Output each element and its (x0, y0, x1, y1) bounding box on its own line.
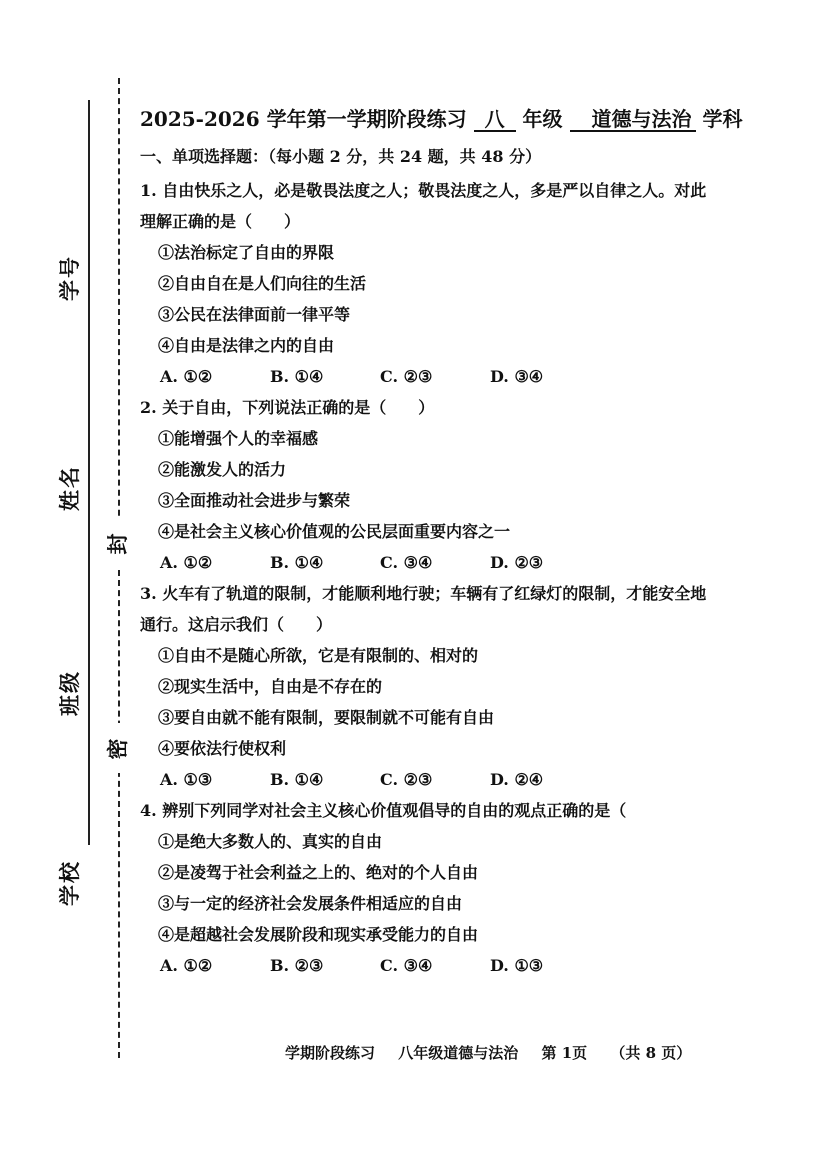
question-3 (140, 578, 790, 795)
question-stem-cont: 理解正确的是（ ） (140, 212, 301, 231)
question-stem: 1. 自由快乐之人，必是敬畏法度之人；敬畏法度之人，多是严以自律之人。对此 (140, 181, 707, 200)
title-prefix: 2025-2026 学年第一学期阶段练习 (140, 107, 467, 131)
option-4: ④要依法行使权利 (158, 739, 287, 758)
option-3: ③要自由就不能有限制，要限制就不可能有自由 (158, 708, 495, 727)
option-3: ③与一定的经济社会发展条件相适应的自由 (158, 894, 463, 913)
option-4: ④自由是法律之内的自由 (158, 336, 335, 355)
option-2: ②是凌驾于社会利益之上的、绝对的个人自由 (158, 863, 479, 882)
student-id-label: 学号 (57, 255, 82, 301)
choice-a: A. ①③ (160, 770, 213, 789)
answer-choices (140, 950, 790, 981)
page-footer (285, 1042, 709, 1063)
question-4 (140, 795, 790, 981)
option-4: ④是超越社会发展阶段和现实承受能力的自由 (158, 925, 479, 944)
choice-a: A. ①② (160, 553, 213, 572)
footer-exam: 学期阶段练习 (285, 1044, 376, 1062)
option-1: ①自由不是随心所欲，它是有限制的、相对的 (158, 646, 479, 665)
grade-value: 八 (474, 108, 516, 132)
choice-b: B. ①④ (270, 770, 324, 789)
choice-b: B. ①④ (270, 367, 324, 386)
name-label: 姓名 (57, 465, 82, 511)
option-3: ③公民在法律面前一律平等 (158, 305, 351, 324)
footer-page-total: （共 8 页） (610, 1044, 692, 1062)
question-1 (140, 175, 790, 392)
choice-c: C. ②③ (380, 367, 433, 386)
answer-choices (140, 547, 790, 578)
class-label: 班级 (57, 670, 82, 716)
option-1: ①能增强个人的幸福感 (158, 429, 319, 448)
grade-suffix: 年级 (522, 107, 563, 131)
school-label: 学校 (57, 860, 82, 906)
question-stem-cont: 通行。这启示我们（ ） (140, 615, 333, 634)
option-1: ①是绝大多数人的、真实的自由 (158, 832, 383, 851)
answer-choices (140, 361, 790, 392)
seal-mark: 封 (105, 518, 131, 568)
choice-d: D. ①③ (490, 956, 544, 975)
choice-a: A. ①② (160, 956, 213, 975)
option-3: ③全面推动社会进步与繁荣 (158, 491, 351, 510)
footer-course: 八年级道德与法治 (398, 1044, 519, 1062)
choice-c: C. ②③ (380, 770, 433, 789)
choice-c: C. ③④ (380, 553, 433, 572)
option-4: ④是社会主义核心价值观的公民层面重要内容之一 (158, 522, 511, 541)
subject-value: 道德与法治 (570, 108, 696, 132)
question-stem: 4. 辨别下列同学对社会主义核心价值观倡导的自由的观点正确的是（ (140, 801, 627, 820)
binding-dashed-line (118, 78, 120, 1058)
choice-a: A. ①② (160, 367, 213, 386)
question-stem: 2. 关于自由，下列说法正确的是（ ） (140, 398, 435, 417)
page-title (140, 103, 800, 132)
choice-d: D. ②③ (490, 553, 544, 572)
option-2: ②自由自在是人们向往的生活 (158, 274, 367, 293)
footer-page-number: 第 1页 (541, 1044, 588, 1062)
binding-solid-line (88, 100, 90, 845)
section-heading: 一、单项选择题：（每小题 2 分，共 24 题，共 48 分） (140, 147, 542, 166)
question-2 (140, 392, 790, 578)
choice-d: D. ②④ (490, 770, 544, 789)
answer-choices (140, 764, 790, 795)
sealed-mark: 密 (105, 723, 131, 773)
question-stem: 3. 火车有了轨道的限制，才能顺利地行驶；车辆有了红绿灯的限制，才能安全地 (140, 584, 707, 603)
choice-b: B. ②③ (270, 956, 324, 975)
subject-suffix: 学科 (702, 107, 743, 131)
option-2: ②现实生活中，自由是不存在的 (158, 677, 383, 696)
choice-b: B. ①④ (270, 553, 324, 572)
option-1: ①法治标定了自由的界限 (158, 243, 335, 262)
option-2: ②能激发人的活力 (158, 460, 287, 479)
question-area (140, 146, 790, 981)
choice-c: C. ③④ (380, 956, 433, 975)
choice-d: D. ③④ (490, 367, 544, 386)
